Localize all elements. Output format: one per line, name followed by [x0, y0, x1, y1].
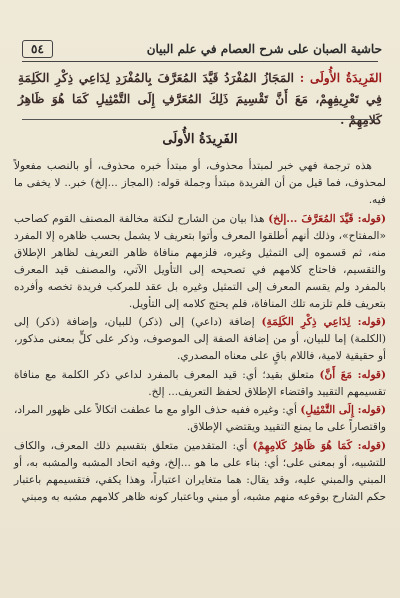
commentary-paragraph — [14, 158, 386, 209]
paragraph-lead: (قوله: مَعَ أَنَّ) — [319, 368, 387, 381]
matn-text — [18, 68, 382, 131]
paragraph-lead: (قوله: كَمَا هُوَ ظَاهِرُ كَلامِهِمْ) — [252, 439, 387, 452]
section-title: الفَرِيدَةُ الأُولَى — [162, 132, 238, 147]
matn-separator-rule — [22, 119, 378, 120]
paragraph-text: إضافة (داعي) إلى (ذكر) للبيان، وإضافة (ذكر) إلى (الكلمة) إما للبيان، أو من إضافة الصفة إلى الموصوف، وذكر على كلٍّ بمعنى مذكور، أو حقيقية لامية، فاللام باقٍ على معناه المصدري. — [14, 316, 386, 362]
paragraph-text: متعلق بقيد؛ أي: قيد المعرف بالمفرد لداعي ذكر الكلمة مع منافاة تقسيمهم التقييد واقتضاء الإطلاق لحفظ التعريف... إلخ. — [14, 368, 386, 398]
commentary-paragraph — [14, 211, 386, 313]
matn-lead: الفَرِيدَةُ الأُولَى : — [299, 71, 382, 85]
paragraph-text: هذا بيان من الشارح لنكتة مخالفة المصنف القوم كصاحب «المفتاح»، وذلك أنهم أطلقوا المعرف وأتوا بتعريف لا يشمل بحسب ظاهره إلا المفرد منه، ثم قسموه إلى التمثيل وغيره، فلزمهم منافاة ظاهر التعريف لظاهر الإطلاق والتقسيم، فاحتاج كلامهم في تصحيحه إلى التأويل الآتي، والمصنف قيد المعرف بالمفرد ولم يقسم المعرف إلى التمثيل وغيره بل عقد للمركب فريدة تخصه وأفرده بتعريف فلم تلزمه تلك المنافاة، فلم يحتج كلامه إلى التأويل. — [14, 212, 386, 310]
page-header — [12, 38, 388, 60]
paragraph-text: أي: وغيره ففيه حذف الواو مع ما عطفت اتكالاً على ظهور المراد، واقتصاراً على ما يمنع التقييد ويقتضي الإطلاق. — [13, 404, 386, 433]
paragraph-text: هذه ترجمة فهي خبر لمبتدأ محذوف، أو مبتدأ خبره محذوف، أو بالنصب مفعولاً لمحذوف، فما قيل من أن الفريدة مبتدأ وجملة قوله: (المجاز ...إلخ) خبر.. لا يخفى ما فيه. — [14, 160, 386, 206]
paragraph-lead: (قوله: قَيَّدَ المُعَرَّفَ ...إلخ) — [268, 212, 386, 225]
commentary-paragraph — [14, 402, 386, 436]
commentary-body — [14, 158, 386, 507]
paragraph-lead: (قوله: لِدَاعِي ذِكْرِ الكَلِمَةِ) — [261, 316, 386, 328]
commentary-paragraph — [14, 367, 386, 401]
running-title: حاشية الصبان على شرح العصام في علم البيان — [146, 42, 382, 56]
paragraph-text: أي: المتقدمين متعلق بتقسيم ذلك المعرف، والكاف للتشبيه، أو بمعنى على؛ أي: بناء على ما هو ...إلخ، وفيه اتحاد المشبه والمشبه به، أو المبني والمبني عليه، وقد يقال: هما متغايران اعتباراً، وهذا يكفي، فتقسيمهم باعتبار حكم الشارح بوقوعه منهم مشبه، أو مبني وباعتبار كونه ظاهر كلامهم مشبه به ومبني — [14, 439, 386, 503]
commentary-paragraph — [14, 438, 386, 506]
header-rule — [22, 61, 378, 62]
page-number: ٥٤ — [22, 40, 53, 58]
matn-body: المَجَازُ المُفْرَدُ قَيَّدَ المُعَرَّفَ بِالمُفْرَدِ لِدَاعِي ذِكْرِ الكَلِمَةِ فِي تَعْرِيفِهِمْ، مَعَ أَنَّ تَقْسِيمَ ذَلِكَ المُعَرَّفِ إِلَى التَّمْثِيلِ كَمَا هُوَ ظَاهِرُ كَلامِهِمْ . — [18, 71, 382, 127]
paragraph-lead: (قوله: إِلَى التَّمْثِيلِ) — [300, 404, 386, 416]
commentary-paragraph — [14, 314, 386, 365]
